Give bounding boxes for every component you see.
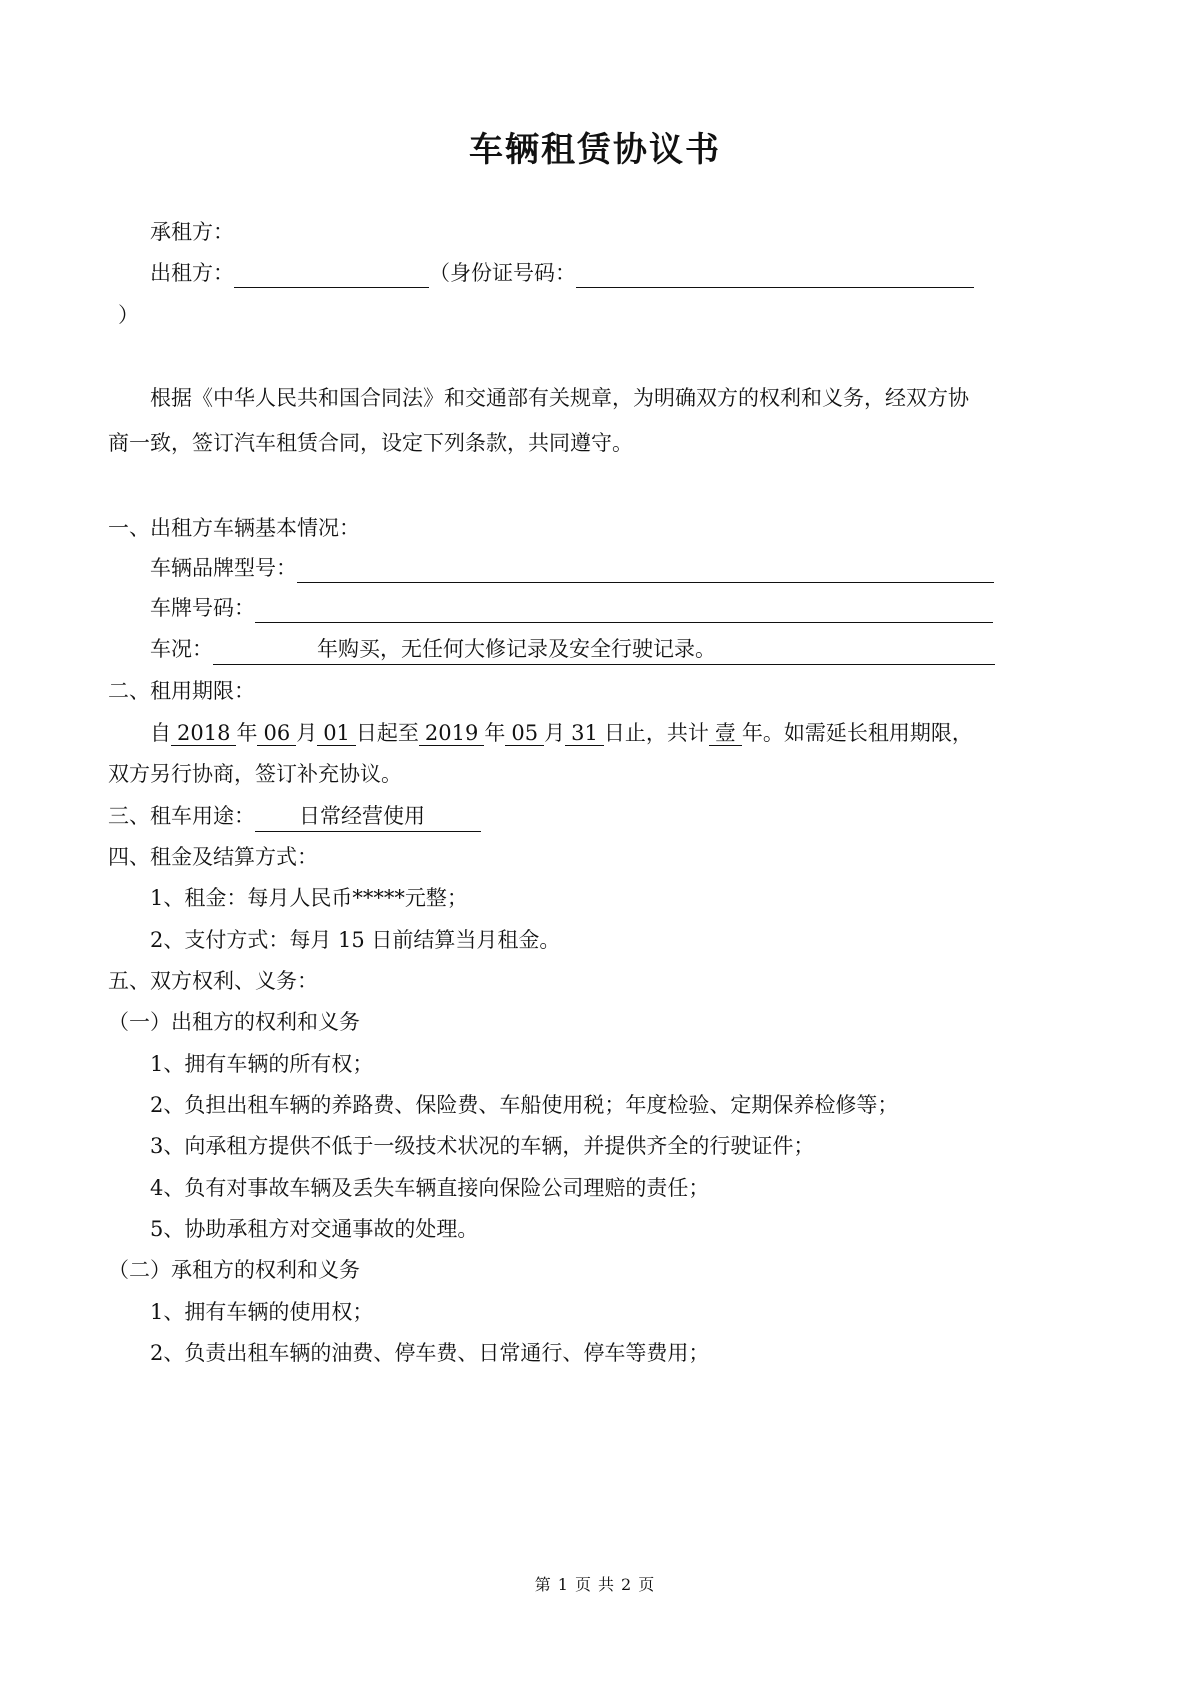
- id-close: ）: [118, 303, 139, 327]
- brand-line: [150, 553, 994, 583]
- brand-blank: [297, 558, 994, 583]
- term-word: 日起至: [355, 721, 419, 745]
- start-year: 2018: [171, 721, 236, 746]
- term-word: 月: [296, 721, 318, 745]
- lessor-line: [150, 258, 974, 288]
- list-item: 1、拥有车辆的使用权；: [150, 1300, 374, 1324]
- list-item: 2、负担出租车辆的养路费、保险费、车船使用税；年度检验、定期保养检修等；: [150, 1093, 899, 1117]
- term-word: 自: [150, 721, 171, 745]
- id-blank: [576, 263, 974, 288]
- footer-word: 第: [534, 1575, 552, 1594]
- lessor-label: 出租方：: [150, 261, 234, 285]
- footer-word: 页: [638, 1575, 656, 1594]
- footer-word: 共: [598, 1575, 616, 1594]
- id-label: （身份证号码：: [429, 261, 576, 285]
- end-month: 05: [505, 721, 544, 746]
- term-word: 年: [484, 721, 506, 745]
- lessee-label: 承租方：: [150, 220, 234, 244]
- term-word: 月: [544, 721, 566, 745]
- term-word: 年。如需延长租用期限，: [741, 721, 973, 745]
- footer-word: 页: [574, 1575, 592, 1594]
- lessor-rights-heading: （一）出租方的权利和义务: [108, 1010, 360, 1034]
- section-2-heading: 二、租用期限：: [108, 679, 255, 703]
- plate-blank: [255, 598, 993, 623]
- total-pages-number: 2: [621, 1575, 633, 1594]
- term-word: 年: [236, 721, 258, 745]
- list-item: 3、向承租方提供不低于一级技术状况的车辆，并提供齐全的行驶证件；: [150, 1134, 815, 1158]
- list-item: 4、负有对事故车辆及丢失车辆直接向保险公司理赔的责任；: [150, 1176, 710, 1200]
- lessee-line: [150, 217, 234, 247]
- end-day: 31: [565, 721, 604, 746]
- end-year: 2019: [419, 721, 484, 746]
- section-3-heading: 三、租车用途：: [108, 804, 255, 828]
- list-item: 5、协助承租方对交通事故的处理。: [150, 1217, 479, 1241]
- lessee-rights-heading: （二）承租方的权利和义务: [108, 1258, 360, 1282]
- section-1-heading: 一、出租方车辆基本情况：: [108, 516, 360, 540]
- current-page-number: 1: [557, 1575, 569, 1594]
- term-line-2: 双方另行协商，签订补充协议。: [108, 762, 402, 786]
- term-line: [150, 718, 973, 748]
- list-item: 2、负责出租车辆的油费、停车费、日常通行、停车等费用；: [150, 1341, 710, 1365]
- plate-label: 车牌号码：: [150, 596, 255, 620]
- section-5-heading: 五、双方权利、义务：: [108, 969, 318, 993]
- lessor-blank: [234, 263, 429, 288]
- condition-value: 年购买，无任何大修记录及安全行驶记录。: [213, 634, 995, 665]
- document-title: 车辆租赁协议书: [469, 130, 721, 170]
- page-footer: [0, 1572, 1190, 1595]
- section-3-line: [108, 801, 481, 832]
- usage-value: 日常经营使用: [255, 801, 481, 832]
- plate-line: [150, 593, 993, 623]
- intro-line-2: 商一致，签订汽车租赁合同，设定下列条款，共同遵守。: [108, 431, 633, 455]
- start-month: 06: [257, 721, 296, 746]
- condition-line: [150, 634, 995, 665]
- brand-label: 车辆品牌型号：: [150, 556, 297, 580]
- section-4-heading: 四、租金及结算方式：: [108, 845, 318, 869]
- list-item: 1、拥有车辆的所有权；: [150, 1052, 374, 1076]
- intro-line-1: 根据《中华人民共和国合同法》和交通部有关规章，为明确双方的权利和义务，经双方协: [150, 386, 969, 410]
- rent-item: 1、租金：每月人民币*****元整；: [150, 886, 468, 910]
- condition-label: 车况：: [150, 637, 213, 661]
- term-word: 日止，共计: [603, 721, 709, 745]
- term-total: 壹: [709, 721, 742, 746]
- payment-item: 2、支付方式：每月 15 日前结算当月租金。: [150, 928, 561, 952]
- start-day: 01: [317, 721, 356, 746]
